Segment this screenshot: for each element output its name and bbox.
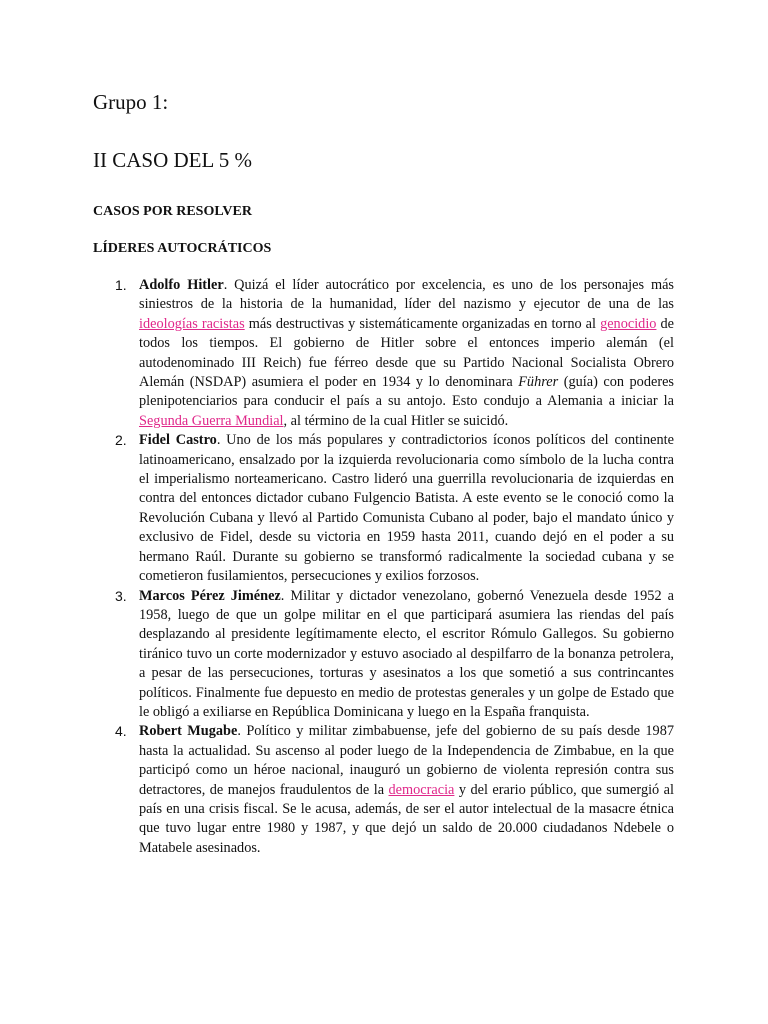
case-text: , al término de la cual Hitler se suicidó. bbox=[283, 412, 509, 429]
case-text: de todos los tiempos. El gobierno de Hitler sobre el entonces imperio alemán (el autodenominado III Reich) fue férreo desde que su Partido Nacional Socialista Obrero Alemán (NSDAP) asumiera el poder en 1934 y lo denominara bbox=[139, 315, 674, 391]
case-text: . Militar y dictador venezolano, gobernó Venezuela desde 1952 a 1958, luego de que un golpe militar en el que participará asumiera las riendas del país desplazando al presidente legítimamente electo, el escritor Rómulo Gallegos. Su gobierno tiránico tuvo un corte modernizador y estuvo asociado al despilfarro de la bonanza petrolera, a pesar de las persecuciones, torturas y asesinatos a los que sometió a sus contrincantes políticos. Finalmente fue depuesto en medio de protestas generales y un golpe de Estado que le obligó a exiliarse en República Dominicana y luego en la España franquista. bbox=[139, 587, 675, 720]
cases-list bbox=[115, 276, 675, 858]
case-number: 4. bbox=[115, 723, 127, 740]
link-segunda-guerra-mundial[interactable]: Segunda Guerra Mundial bbox=[139, 412, 284, 429]
case-name: Marcos Pérez Jiménez bbox=[139, 587, 281, 604]
case-item-mugabe bbox=[115, 722, 674, 858]
case-title: II CASO DEL 5 % bbox=[93, 148, 253, 172]
case-text: . Político y militar zimbabuense, jefe del gobierno de su país desde 1987 hasta la actualidad. Su ascenso al poder luego de la Independencia de Zimbabue, en la que participó como un héroe nacional, inauguró un gobierno de violenta represión contra sus detractores, de manejos fraudulentos de la bbox=[139, 723, 674, 798]
case-number: 3. bbox=[115, 587, 127, 604]
case-number: 2. bbox=[115, 432, 127, 449]
link-democracia[interactable]: democracia bbox=[388, 781, 455, 798]
case-name: Fidel Castro bbox=[139, 432, 217, 449]
case-italic-term: Führer bbox=[518, 374, 559, 391]
link-genocidio[interactable]: genocidio bbox=[600, 315, 657, 332]
case-number: 1. bbox=[115, 277, 127, 293]
case-name: Robert Mugabe bbox=[139, 723, 238, 740]
case-item-castro bbox=[115, 431, 674, 586]
case-text: . Quizá el líder autocrático por excelencia, es uno de los personajes más siniestros de la historia de la humanidad, líder del nazismo y ejecutor de una de las bbox=[139, 277, 674, 313]
case-text: . Uno de los más populares y contradictorios íconos políticos del continente latinoamericano, ensalzado por la izquierda revolucionaria como símbolo de la lucha contra el imperialismo norteamericano. Castro lideró una guerrilla revolucionaria de izquierdas en contra del entonces dictador cubano Fulgencio Batista. A este evento se le conoció como la Revolución Cubana y llevó al Partido Comunista Cubano al poder, bajo el mandato único y exclusivo de Fidel, desde su victoria en 1959 hasta 2011, cuando dejó en el poder a su hermano Raúl. Durante su gobierno se transformó radicalmente la sociedad cubana y se cometieron fusilamientos, persecuciones y exilios forzosos. bbox=[139, 432, 674, 585]
case-item-perez-jimenez bbox=[115, 587, 675, 723]
case-item-hitler bbox=[115, 276, 674, 431]
case-text: más destructivas y sistemáticamente organizadas en torno al bbox=[244, 315, 601, 332]
case-name: Adolfo Hitler bbox=[139, 277, 224, 293]
subheading-casos-por-resolver: CASOS POR RESOLVER bbox=[93, 204, 252, 219]
link-ideologias-racistas[interactable]: ideologías racistas bbox=[139, 315, 245, 332]
case-text: y del erario público, que sumergió al país en una crisis fiscal. Se le acusa, además, de ser el autor intelectual de la masacre étnica que tuvo lugar entre 1980 y 1987, y que dejó un saldo de 20.000 ciudadanos Ndebele o Matabele asesinados. bbox=[139, 781, 674, 856]
group-title: Grupo 1: bbox=[93, 90, 169, 114]
subheading-lideres-autocraticos: LÍDERES AUTOCRÁTICOS bbox=[93, 241, 272, 256]
case-text: (guía) con poderes plenipotenciarios para conducir el país a su antojo. Esto condujo a Alemania a iniciar la bbox=[139, 374, 674, 410]
